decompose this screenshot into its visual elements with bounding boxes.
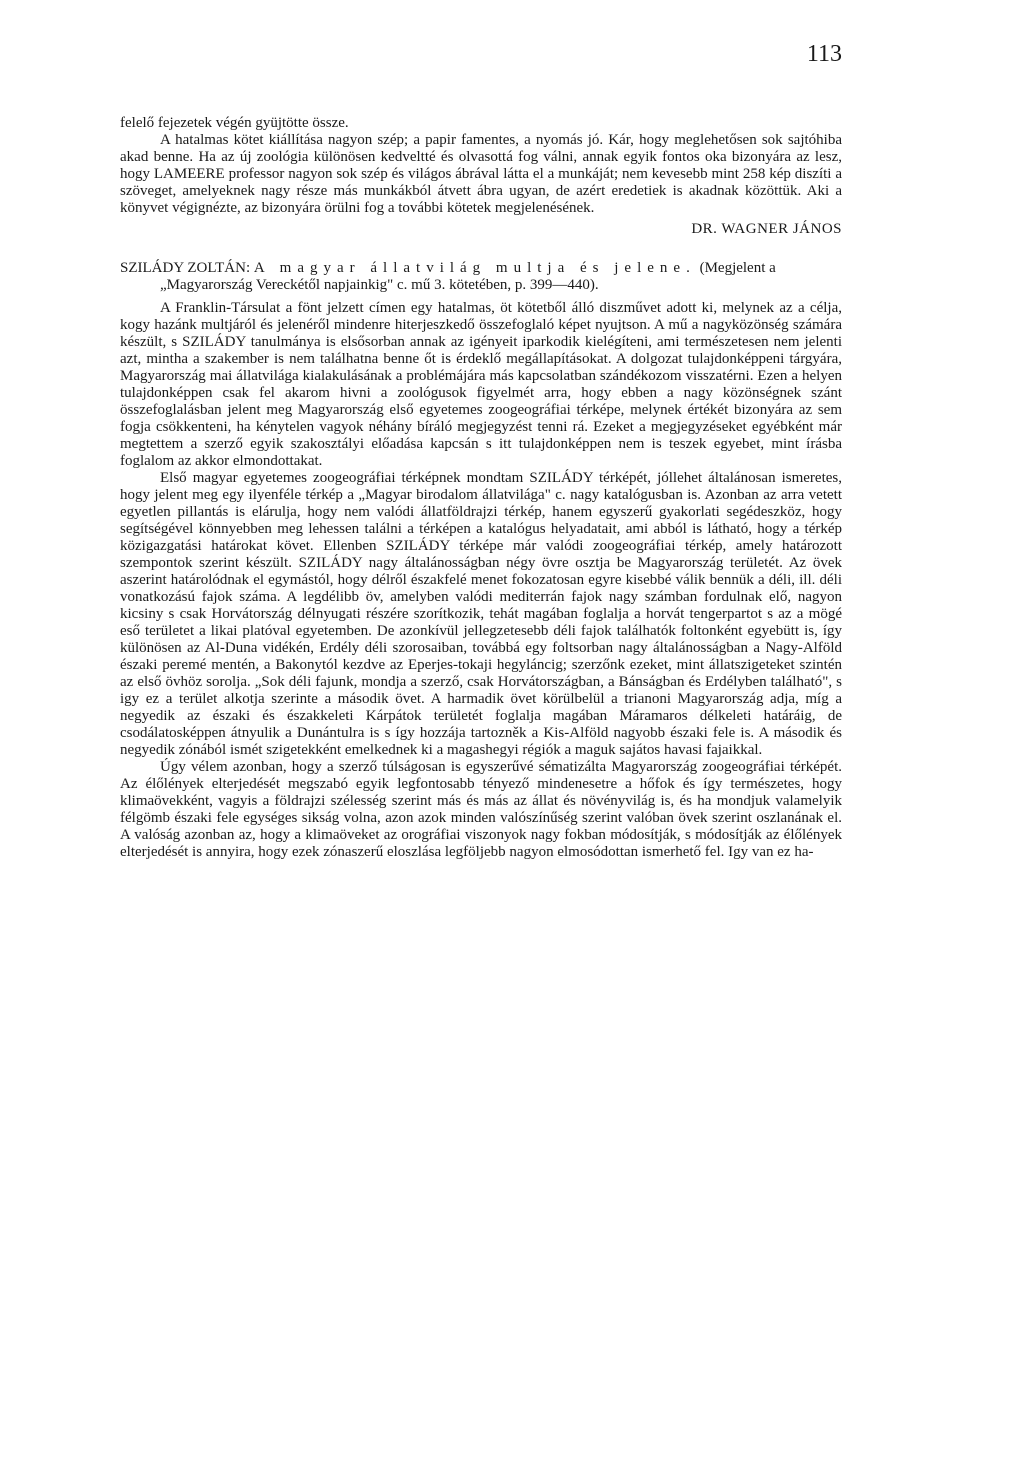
body-paragraph-2: Első magyar egyetemes zoogeográfiai térképnek mondtam SZILÁDY térképét, jóllehet általánosan ismeretes, hogy jelent meg egy ilyenféle térkép a „Magyar birodalom állatvilága" c. nagy katalógusban is. Azonban az arra vetett egyetlen pillantás is elárulja, hogy nem valódi állatföldrajzi térkép, hanem egyszerű gyakorlati segédeszköz, hogy segítségével könnyebben meg lehessen találni a térképen a katalógus helyadatait, ami abból is látható, hogy a térkép közigazgatási határokat követ. Ellenben SZILÁDY térképe már valódi zoogeográfiai térkép, amely határozott szempontok szerint készült. SZILÁDY nagy általánosságban négy övre osztja be Magyarország területét. Az övek aszerint határolódnak el egymástól, hogy délről északfelé menet fokozatosan egyre kisebbé válik bennük a déli, ill. déli vonatkozású fajok száma. A legdélibb öv, amelyben valódi mediterrán fajok nagy számban fordulnak elő, nagyon kicsiny s csak Horvátország délnyugati részére szorítkozik, tehát magában foglalja a horvát tengerpartot s az a mögé eső területet a likai platóval egyetemben. De azonkívül jellegzetesebb déli fajok találhatók foltonként egyebütt is, így különösen az Al-Duna vidékén, Erdély déli szorosaiban, továbbá egy foltsorban nagy általánosságban a Nagy-Alföld északi peremé mentén, a Bakonytól kezdve az Eperjes-tokaji hegyláncig; szerzőnk ezeket, mint állatszigeteket szintén az első övhöz sorolja. „Sok déli fajunk, mondja a szerző, csak Horvátországban, a Bánságban és Erdélyben található", s igy ez a terület alkotja szerinte a második övet. A harmadik övet körülbelül a trianoni Magyarország adja, míg a negyedik az északi és északkeleti Kárpátok területét foglalja magában Máramaros délkeleti határáig, de csodálatosképpen átnyulik a Dunántulra is s így hozzája tartozněk a Kis-Alföld nagyobb északi fele is. A második és negyedik zónából ismét szigetekként emelkednek ki a magashegyi régiók a maguk sajátos havasi fajaikkal. (120, 470, 842, 758)
reviewer-signature: DR. WAGNER JÁNOS (691, 221, 842, 237)
document-page (120, 40, 842, 1440)
intro-paragraph-2: A hatalmas kötet kiállítása nagyon szép; a papir famentes, a nyomás jó. Kár, hogy meglehetősen sok sajtóhiba akad benne. Ha az új zoológia különösen kedveltté és olvasottá fog válni, annak egyik fontos oka bizonyára az lesz, hogy LAMEERE professor nagyon sok szép és világos ábrával látta el a munkáját; nem kevesebb mint 258 kép diszíti a szöveget, amelyeknek nagy része más munkákból átvett ábra ugyan, de azért eredetiek is akadnak közöttük. Aki a könyvet végignézte, az bizonyára örülni fog a további kötetek megjelenésének. (120, 132, 842, 216)
review-author: SZILÁDY ZOLTÁN: (120, 260, 251, 276)
review-publication: (Megjelent a „Magyarország Vereckétől napjainkig" c. mű 3. kötetében, p. 399—440). (160, 260, 776, 293)
page-body (120, 115, 842, 861)
intro-paragraph-1: felelő fejezetek végén gyüjtötte össze. (120, 115, 349, 131)
page-number: 113 (806, 41, 842, 67)
body-paragraph-1: A Franklin-Társulat a fönt jelzett címen egy hatalmas, öt kötetből álló diszművet adott ki, melynek az a célja, kogy hazánk multjáról és jelenéről mindenre hiterjeszkedő összefoglaló képet nyujtson. A mű a nagyközönség számára készült, s SZILÁDY tanulmánya is elsősorban annak az igényeit iparkodik kielégíteni, ami természetesen nem jelenti azt, mintha a szakember is nem találhatna benne őt is érdeklő megállapításokat. A dolgozat tulajdonképpeni tárgyára, Magyarország mai állatvilága kialakulásának a problémájára más kapcsolatban szándékozom visszatérni. Ezen a helyen tulajdonképpen csak fel akarom hivni a zoológusok figyelmét arra, hogy ebben a nagy közönségnek szánt összefoglalásban jelent meg Magyarország első egyetemes zoogeográfiai térképe, melynek értékét bizonyára az sem fogja csökkenteni, ha kénytelen vagyok néhány bíráló megjegyzést tenni rá. Ezeket a megjegyzéseket egyébként már megtettem a szerző egyik szakosztályi előadása kapcsán s itt tulajdonképpen nem is teszek egyebet, mint írásba foglalom az akkor elmondottakat. (120, 300, 842, 469)
review-title: A magyar állatvilág multja és jelene. (253, 260, 696, 276)
body-paragraph-3: Úgy vélem azonban, hogy a szerző túlságosan is egyszerűvé sématizálta Magyarország zoogeográfiai térképét. Az élőlények elterjedését megszabó egyik legfontosabb tényező mindenesetre a hőfok és így természetes, hogy klimaövekként, vagyis a földrajzi szélesség szerint más és más az állat és növényvilág is, és ha mondjuk valamelyik félgömb északi fele egységes sikság volna, azon azok minden valószínűség szerint valóban övek szerint oszlanának el. A valóság azonban az, hogy a klimaöveket az orográfiai viszonyok nagy fokban módosítják, s módosítják az élőlények elterjedését is annyira, hogy ezek zónaszerű eloszlása legföljebb nagyon elmosódottan ismerhető fel. Igy van ez ha- (120, 759, 842, 860)
review-citation (120, 260, 842, 294)
